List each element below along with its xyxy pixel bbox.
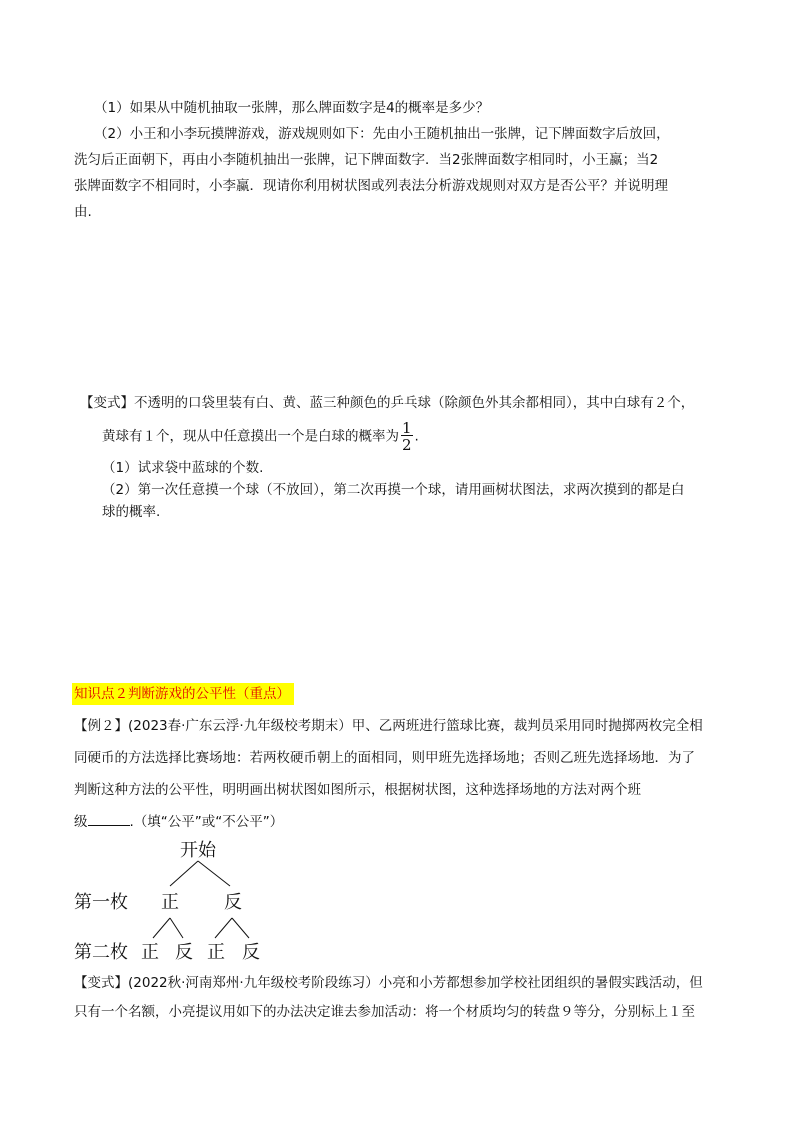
example-2-line-4-prefix: 级 <box>74 814 88 830</box>
variant-1-question-2-line-1: （2）第一次任意摸一个球（不放回），第二次再摸一个球，请用画树状图法，求两次摸到的都是白 <box>102 482 685 498</box>
variant-1-line-2 <box>102 421 419 452</box>
variant-1-line-1: 【变式】不透明的口袋里装有白、黄、蓝三种颜色的乒乓球（除颜色外其余都相同），其中白球有２个， <box>80 395 695 411</box>
tree-level-1-node-2: 反 <box>224 892 242 913</box>
tree-diagram <box>0 830 794 970</box>
example-2-line-2: 同硬币的方法选择比赛场地：若两枚硬币朝上的面相同，则甲班先选择场地；否则乙班先选择场地．为了 <box>74 750 695 766</box>
example-2-line-3: 判断这种方法的公平性，明明画出树状图如图所示，根据树状图，这种选择场地的方法对两个班 <box>74 782 641 798</box>
question-2-line-3: 张牌面数字不相同时，小李赢．现请你利用树状图或列表法分析游戏规则对双方是否公平？并说明理 <box>74 178 668 194</box>
tree-root-label: 开始 <box>180 840 216 861</box>
tree-edge-left-left <box>153 918 170 938</box>
variant-1-line-2-end: . <box>414 428 419 445</box>
tree-edge-root-right <box>198 861 230 886</box>
tree-level-2-node-1: 正 <box>141 942 159 963</box>
question-2-line-2: 洗匀后正面朝下，再由小李随机抽出一张牌，记下牌面数字．当2张牌面数字相同时，小王赢；当2 <box>74 152 659 168</box>
tree-level-2-node-4: 反 <box>242 942 260 963</box>
variant-2-line-1: 【变式】(2022秋·河南郑州·九年级校考阶段练习）小亮和小芳都想参加学校社团组织的暑假实践活动，但 <box>74 975 703 991</box>
variant-1-line-2-text: 黄球有１个，现从中任意摸出一个是白球的概率为 <box>102 428 399 445</box>
tree-level-2-node-2: 反 <box>175 942 193 963</box>
tree-row-2-label: 第二枚 <box>74 942 128 963</box>
tree-row-1-label: 第一枚 <box>74 892 128 913</box>
knowledge-point-2-heading: 知识点２判断游戏的公平性（重点） <box>72 683 294 705</box>
tree-edge-right-right <box>232 918 249 938</box>
question-1: （1）如果从中随机抽取一张牌，那么牌面数字是4的概率是多少？ <box>94 100 490 116</box>
tree-level-2-node-3: 正 <box>207 942 225 963</box>
answer-blank <box>88 811 130 826</box>
tree-edge-right-left <box>215 918 232 938</box>
example-2-line-1: 【例２】(2023春·广东云浮·九年级校考期末）甲、乙两班进行篮球比赛，裁判员采用同时抛掷两枚完全相 <box>74 718 703 734</box>
variant-1-question-1: （1）试求袋中蓝球的个数. <box>102 460 264 476</box>
fraction-one-half <box>401 421 413 452</box>
fraction-denominator: 2 <box>402 436 412 454</box>
question-2-line-1: （2）小王和小李玩摸牌游戏，游戏规则如下：先由小王随机抽出一张牌，记下牌面数字后放回， <box>94 126 670 142</box>
variant-2-line-2: 只有一个名额，小亮提议用如下的办法决定谁去参加活动：将一个材质均匀的转盘９等分，分别标上１至 <box>74 1004 695 1020</box>
tree-edge-left-right <box>170 918 183 938</box>
question-2-line-4: 由. <box>74 204 92 220</box>
fraction-numerator: 1 <box>402 419 412 437</box>
tree-edge-root-left <box>170 861 198 886</box>
example-2-line-4-suffix: .（填“公平”或“不公平”） <box>129 814 284 830</box>
tree-level-1-node-1: 正 <box>161 892 179 913</box>
variant-1-question-2-line-2: 球的概率. <box>102 504 161 520</box>
